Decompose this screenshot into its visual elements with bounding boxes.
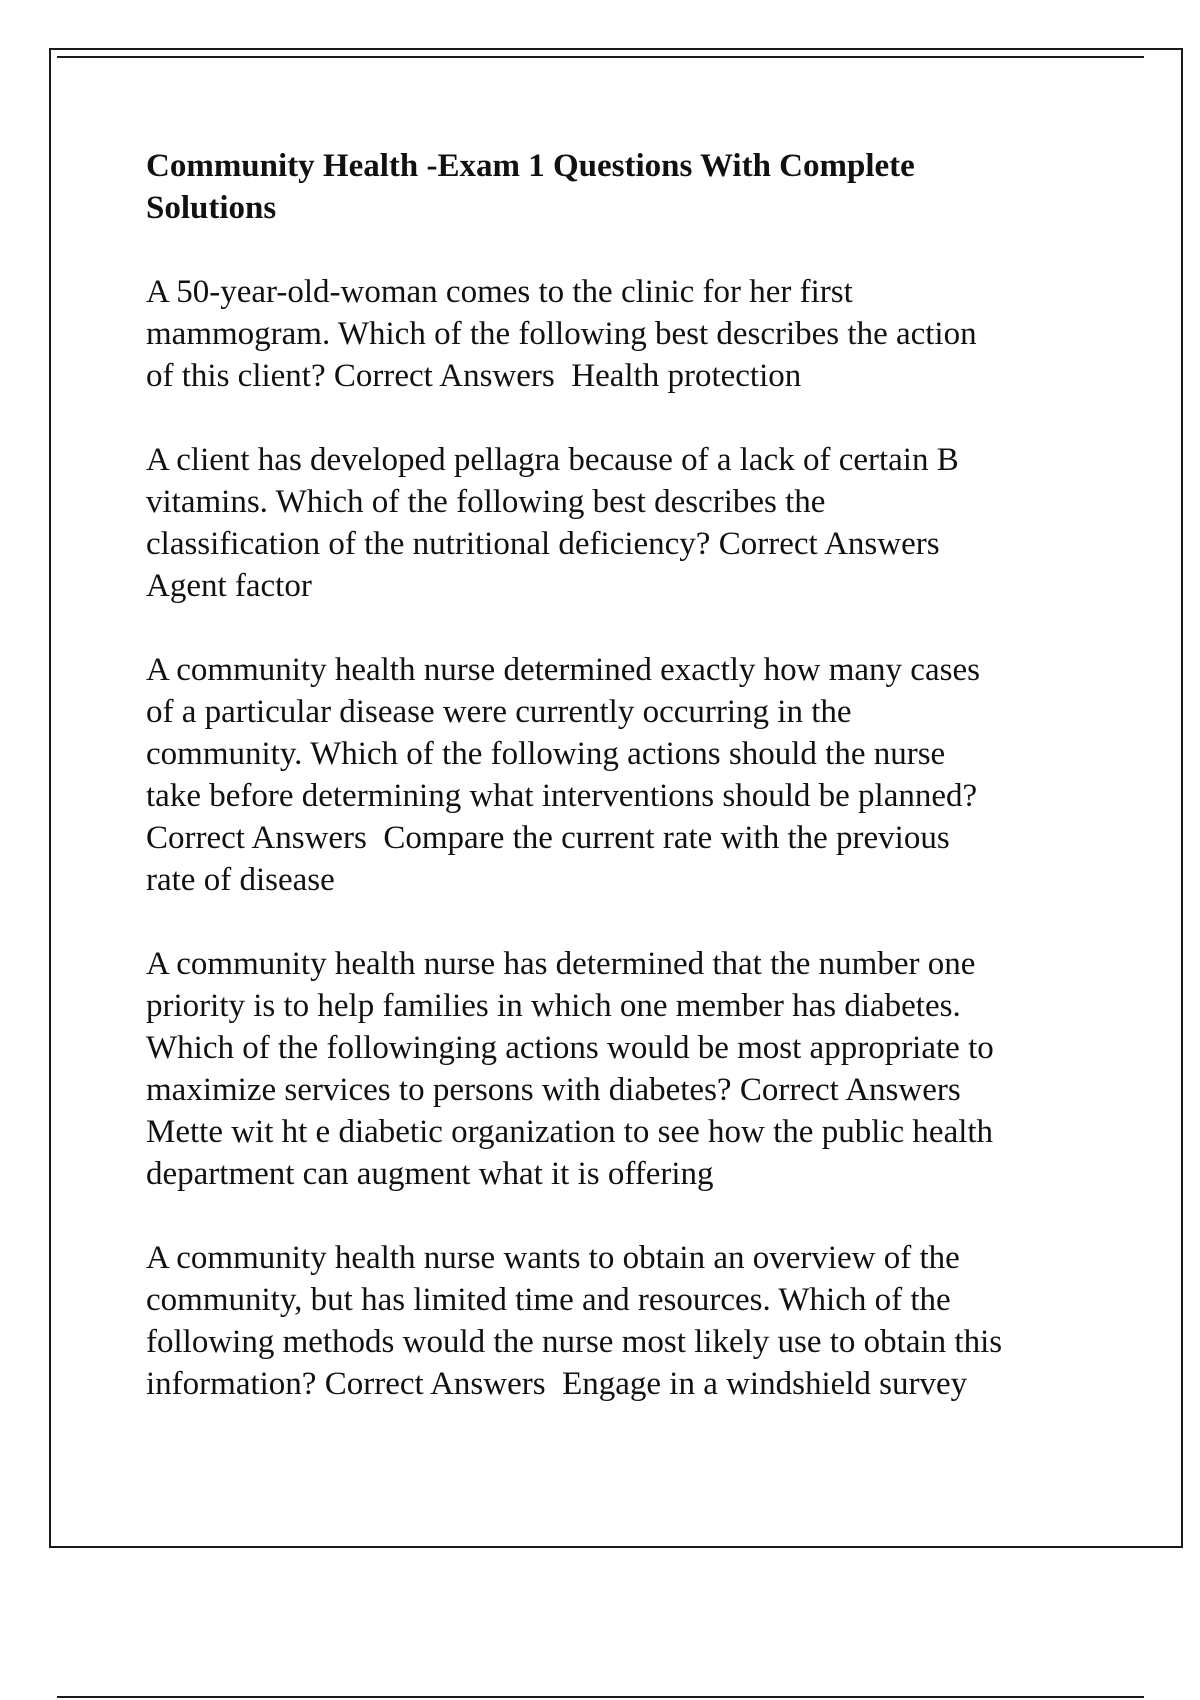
answer-1: Health protection [571,358,802,394]
question-3-line-4: take before determining what interventions should be planned? [146,778,978,814]
question-4-line-2: priority is to help families in which one member has diabetes. [146,988,961,1024]
answer-label-2: Correct Answers [718,526,940,562]
question-4-line-3: Which of the followinging actions would be most appropriate to [146,1030,994,1066]
question-1-tail: of this client? [146,358,326,394]
question-2-line-1: A client has developed pellagra because of a lack of certain B [146,442,959,478]
title-line-1: Community Health -Exam 1 Questions With Complete [146,148,915,184]
answer-2: Agent factor [146,568,312,604]
question-3-line-2: of a particular disease were currently occurring in the [146,694,852,730]
qa-item-3 [146,649,1096,901]
qa-item-4 [146,943,1096,1195]
question-5-line-3: following methods would the nurse most likely use to obtain this [146,1324,1003,1360]
qa-item-2 [146,439,1096,607]
question-5-tail: information? [146,1366,317,1402]
question-1-line-1: A 50-year-old-woman comes to the clinic for her first [146,274,853,310]
document-title [146,145,1096,229]
answer-3-line-2: rate of disease [146,862,335,898]
document-body [146,145,1096,1447]
top-rule [57,56,1144,58]
question-3-line-3: community. Which of the following actions should the nurse [146,736,946,772]
answer-4: Mette wit ht e diabetic organization to see how the public health [146,1114,994,1150]
question-5-line-2: community, but has limited time and resources. Which of the [146,1282,951,1318]
question-1-line-2: mammogram. Which of the following best describes the action [146,316,977,352]
qa-item-1 [146,271,1096,397]
title-line-2: Solutions [146,190,277,226]
question-2-tail: classification of the nutritional deficiency? [146,526,711,562]
answer-label-1: Correct Answers [333,358,555,394]
question-4-tail: maximize services to persons with diabetes? [146,1072,732,1108]
answer-4-line-2: department can augment what it is offering [146,1156,714,1192]
answer-5: Engage in a windshield survey [562,1366,968,1402]
qa-item-5 [146,1237,1096,1405]
question-3-line-1: A community health nurse determined exactly how many cases [146,652,980,688]
answer-label-4: Correct Answers [739,1072,961,1108]
answer-label-3: Correct Answers [146,820,367,856]
question-2-line-2: vitamins. Which of the following best describes the [146,484,826,520]
question-4-line-1: A community health nurse has determined that the number one [146,946,976,982]
answer-3: Compare the current rate with the previous [383,820,950,856]
bottom-rule [57,1696,1144,1698]
answer-label-5: Correct Answers [324,1366,546,1402]
question-5-line-1: A community health nurse wants to obtain an overview of the [146,1240,960,1276]
